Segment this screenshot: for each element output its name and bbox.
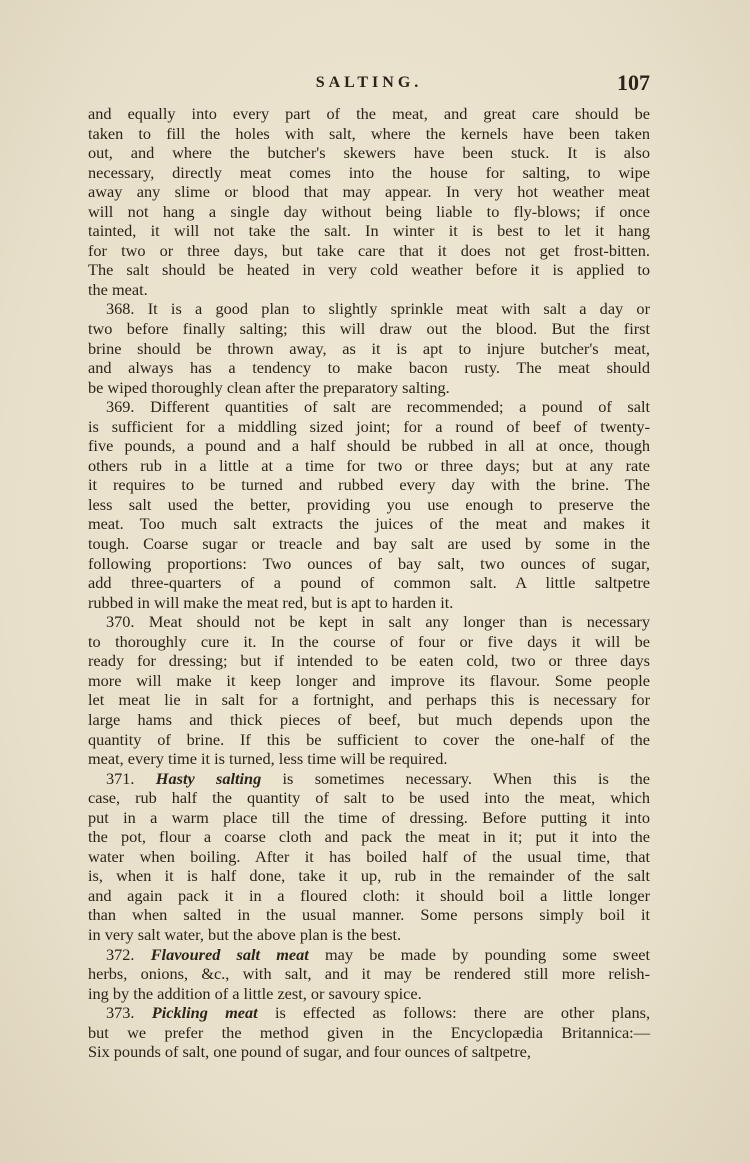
text-line: less salt used the better, providing you use enough to preserve the <box>88 494 650 514</box>
text-line: the pot, flour a coarse cloth and pack the meat in it; put it into the <box>88 827 650 847</box>
page-number: 107 <box>617 70 650 95</box>
text-line: than when salted in the usual manner. Some persons simply boil it <box>88 905 650 925</box>
text-line: and again pack it in a floured cloth: it should boil a little longer <box>88 885 650 905</box>
text-line: brine should be thrown away, as it is apt to injure butcher's meat, <box>88 338 650 358</box>
text-line: 368. It is a good plan to slightly sprinkle meat with salt a day or <box>106 299 650 319</box>
paragraph <box>88 397 650 612</box>
text-line: is sufficient for a middling sized joint; for a round of beef of twenty- <box>88 416 650 436</box>
text-line: but we prefer the method given in the Encyclopædia Britannica:— <box>88 1022 650 1042</box>
text-line: 370. Meat should not be kept in salt any longer than is necessary <box>106 612 650 632</box>
text-line: for two or three days, but take care that it does not get frost-bitten. <box>88 240 650 260</box>
text-line: five pounds, a pound and a half should be rubbed in all at once, though <box>88 436 650 456</box>
text-line: add three-quarters of a pound of common salt. A little saltpetre <box>88 573 650 593</box>
italic-term: Flavoured salt meat <box>150 944 309 964</box>
text-line: quantity of brine. If this be sufficient to cover the one-half of the <box>88 729 650 749</box>
text-line: the meat. <box>88 279 148 299</box>
text-line: and always has a tendency to make bacon rusty. The meat should <box>88 358 650 378</box>
text-line: will not hang a single day without being liable to fly-blows; if once <box>88 201 650 221</box>
text-line: to thoroughly cure it. In the course of four or five days it will be <box>88 631 650 651</box>
text-line: case, rub half the quantity of salt to be used into the meat, which <box>88 788 650 808</box>
text-line: is, when it is half done, take it up, rub in the remainder of the salt <box>88 866 650 886</box>
text-line: water when boiling. After it has boiled half of the usual time, that <box>88 846 650 866</box>
text-line: 373. Pickling meat is effected as follows: there are other plans, <box>106 1003 651 1023</box>
text-line: more will make it keep longer and improve its flavour. Some people <box>88 670 650 690</box>
italic-term: Pickling meat <box>151 1003 258 1023</box>
paragraph <box>88 945 650 1004</box>
text-line: ready for dressing; but if intended to be eaten cold, two or three days <box>88 651 650 671</box>
text-line: it requires to be turned and rubbed every day with the brine. The <box>88 475 650 495</box>
text-line: 369. Different quantities of salt are recommended; a pound of salt <box>106 397 650 417</box>
text-line: 372. Flavoured salt meat may be made by pounding some sweet <box>106 944 651 964</box>
paragraph <box>88 299 650 397</box>
text-line: and equally into every part of the meat, and great care should be <box>88 104 650 123</box>
text-line: following proportions: Two ounces of bay salt, two ounces of sugar, <box>88 553 650 573</box>
text-line: Six pounds of salt, one pound of sugar, and four ounces of saltpetre, <box>88 1042 531 1062</box>
text-line: meat, every time it is turned, less time will be required. <box>88 749 448 769</box>
text-line: in very salt water, but the above plan is the best. <box>88 924 402 944</box>
paragraph <box>88 612 650 768</box>
text-line: large hams and thick pieces of beef, but much depends upon the <box>88 709 650 729</box>
text-line: rubbed in will make the meat red, but is apt to harden it. <box>88 592 454 612</box>
text-line: two before finally salting; this will draw out the blood. But the first <box>88 319 650 339</box>
text-line: meat. Too much salt extracts the juices of the meat and makes it <box>88 514 650 534</box>
text-line: be wiped thoroughly clean after the preparatory salting. <box>88 377 450 397</box>
italic-term: Hasty salting <box>155 768 262 788</box>
body-text <box>88 104 650 1062</box>
text-line: herbs, onions, &c., with salt, and it may be rendered still more relish- <box>88 964 650 984</box>
page-header <box>88 72 650 102</box>
paragraph <box>88 1003 650 1062</box>
text-line: put in a warm place till the time of dressing. Before putting it into <box>88 807 650 827</box>
text-line: taken to fill the holes with salt, where the kernels have been taken <box>88 123 650 143</box>
paragraph <box>88 769 650 945</box>
text-line: The salt should be heated in very cold weather before it is applied to <box>88 260 650 280</box>
paragraph <box>88 104 650 299</box>
running-head: SALTING. <box>315 74 423 91</box>
text-line: ing by the addition of a little zest, or savoury spice. <box>88 983 422 1003</box>
text-line: tainted, it will not take the salt. In winter it is best to let it hang <box>88 221 650 241</box>
text-line: 371. Hasty salting is sometimes necessary. When this is the <box>106 768 650 788</box>
text-line: others rub in a little at a time for two or three days; but at any rate <box>88 455 650 475</box>
text-line: necessary, directly meat comes into the house for salting, to wipe <box>88 162 650 182</box>
text-line: out, and where the butcher's skewers have been stuck. It is also <box>88 143 650 163</box>
text-line: away any slime or blood that may appear. In very hot weather meat <box>88 182 650 202</box>
text-line: tough. Coarse sugar or treacle and bay salt are used by some in the <box>88 534 650 554</box>
text-line: let meat lie in salt for a fortnight, and perhaps this is necessary for <box>88 690 650 710</box>
